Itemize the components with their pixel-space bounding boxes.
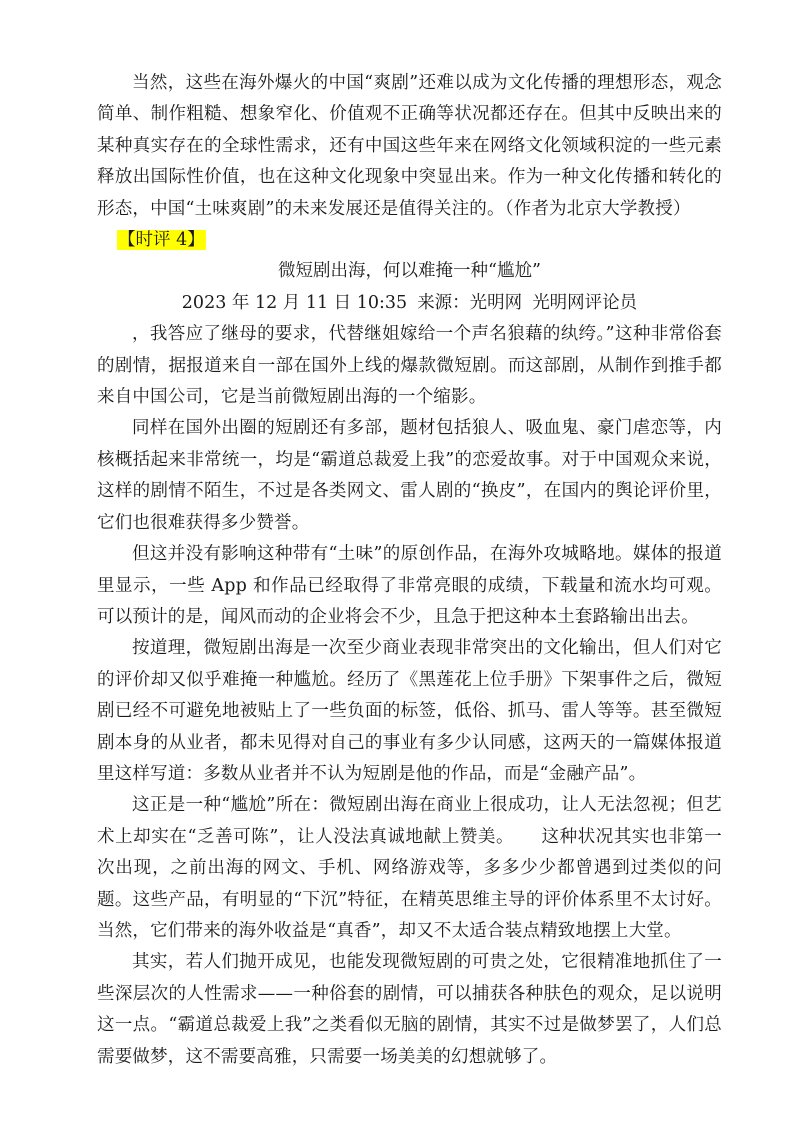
article-paragraph-3: 但这并没有影响这种带有“土味”的原创作品，在海外攻城略地。媒体的报道里显示，一些 App 和作品已经取得了非常亮眼的成绩，下载量和流水均可观。可以预计的是，闻风而动的企业将会不少，且急于把这种本土套路输出出去。 [97,544,722,627]
article-title: 微短剧出海，何以难掩一种“尴尬” [278,261,541,282]
article-paragraph-5: 这正是一种“尴尬”所在：微短剧出海在商业上很成功，让人无法忽视；但艺术上却实在“乏善可陈”，让人没法真诚地献上赞美。 这种状况其实也非第一次出现，之前出海的网文、手机、网络游戏等，多多少少都曾遇到过类似的问题。这些产品，有明显的“下沉”特征，在精英思维主导的评价体系里不太讨好。当然，它们带来的海外收益是“真香”，却又不太适合装点精致地摆上大堂。 [97,795,722,941]
article-author: 光明网评论员 [532,292,638,313]
article-paragraph-2: 同样在国外出圈的短剧还有多部，题材包括狼人、吸血鬼、豪门虐恋等，内核概括起来非常统一，均是“霸道总裁爱上我”的恋爱故事。对于中国观众来说，这样的剧情不陌生，不过是各类网文、雷人剧的“换皮”，在国内的舆论评价里，它们也很难获得多少赞誉。 [97,418,722,533]
article-source: 来源：光明网 [417,292,523,313]
section-tag-line [97,225,722,256]
intro-paragraph: 当然，这些在海外爆火的中国“爽剧”还难以成为文化传播的理想形态，观念简单、制作粗糙、想象窄化、价值观不正确等状况都还存在。但其中反映出来的某种真实存在的全球性需求，还有中国这些年来在网络文化领域积淀的一些元素释放出国际性价值，也在这种文化现象中突显出来。作为一种文化传播和转化的形态，中国“土味爽剧”的未来发展还是值得关注的。（作者为北京大学教授） [97,73,722,219]
article-paragraph-4: 按道理，微短剧出海是一次至少商业表现非常突出的文化输出，但人们对它的评价却又似乎难掩一种尴尬。经历了《黑莲花上位手册》下架事件之后，微短剧已经不可避免地被贴上了一些负面的标签，低俗、抓马、雷人等等。甚至微短剧本身的从业者，都未见得对自己的事业有多少认同感，这两天的一篇媒体报道里这样写道：多数从业者并不认为短剧是他的作品，而是“金融产品”。 [97,638,722,784]
article-date: 2023 年 12 月 11 日 10:35 [181,292,408,313]
article-paragraph-6: 其实，若人们抛开成见，也能发现微短剧的可贵之处，它很精准地抓住了一些深层次的人性需求——一种俗套的剧情，可以捕获各种肤色的观众，足以说明这一点。“霸道总裁爱上我”之类看似无脑的剧情，其实不过是做梦罢了，人们总需要做梦，这不需要高雅，只需要一场美美的幻想就够了。 [97,952,722,1067]
section-tag: 【时评 4】 [118,230,205,251]
article-paragraph-1: ，我答应了继母的要求，代替继姐嫁给一个声名狼藉的纨绔。”这种非常俗套的剧情，据报道来自一部在国外上线的爆款微短剧。而这部剧，从制作到推手都来自中国公司，它是当前微短剧出海的一个缩影。 [97,324,722,408]
document-page [97,68,722,1073]
article-meta [97,288,722,319]
